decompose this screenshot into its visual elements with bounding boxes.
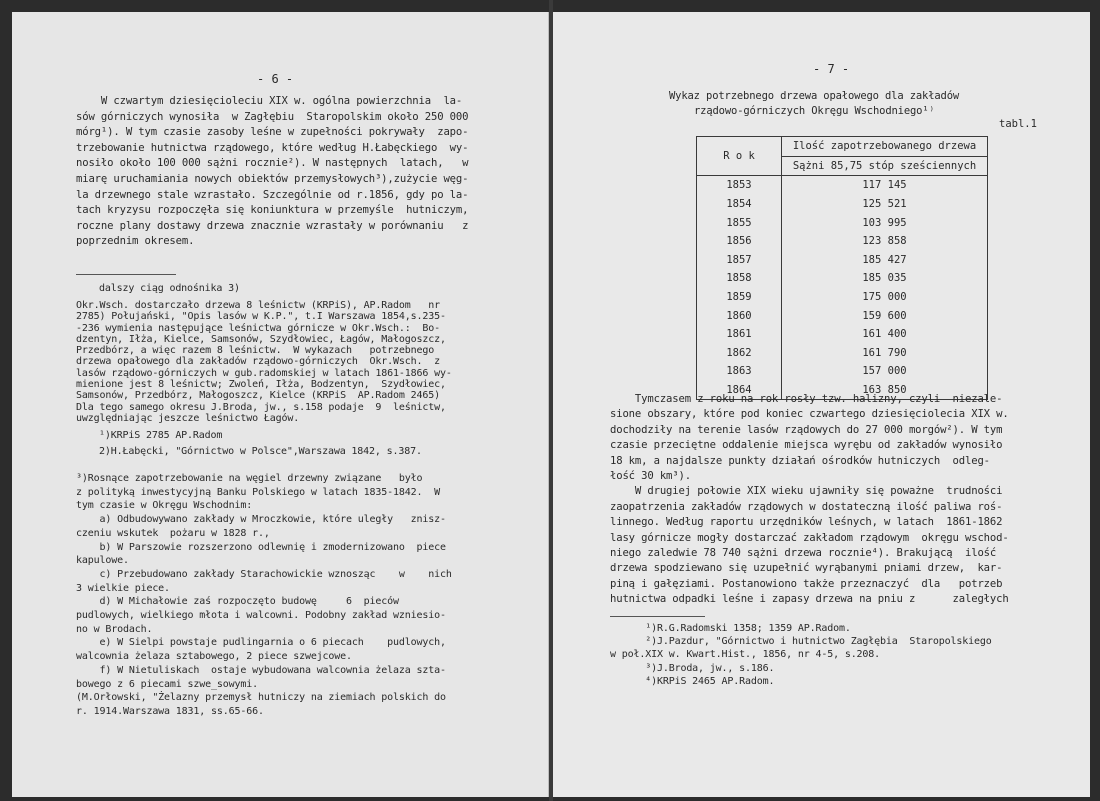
year-cell: 1858	[697, 269, 782, 288]
year-cell: 1863	[697, 362, 782, 381]
table-row	[697, 213, 988, 232]
firewood-demand-table	[696, 136, 988, 400]
footnote-3: ³)Rosnące zapotrzebowanie na węgiel drzewny związane było z polityką inwestycyjną Banku Polskiego w latach 1835-1842. W tym czasie w Okręgu Wschodnim: a) Odbudowywano zakłady w Mroczkowie, które uległy znisz- czeniu wskutek pożaru w 1828 r., b) W Parszowie rozszerzono odlewnię i zmodernizowano piece kapulowe. c) Przebudowano zakłady Starachowickie wznosząc w nich 3 wielkie piece. d) W Michałowie zaś rozpoczęto budowę 6 pieców pudlowych, wielkiego młota i walcowni. Podobny zakład wzniesio- no w Brodach. e) W Sielpi powstaje pudlingarnia o 6 piecach pudlowych, walcownia żelaza sztabowego, 2 piece szwejcowe. f) W Nietuliskach ostaje wybudowana walcownia żelaza szta- bowego z 6 piecami szwe_sowymi. (M.Orłowski, "Żelazny przemysł hutniczy na ziemiach polskich do r. 1914.Warszawa 1831, ss.65-66.	[76, 473, 452, 717]
year-cell: 1862	[697, 344, 782, 363]
table-row	[697, 269, 988, 288]
body-paragraph: Tymczasem z roku na rok rosły tzw. halizny, czyli niezale- sione obszary, które pod koniec czwartego dziesięciolecia XIX w. dochodziły na terenie lasów rządowych do 27 000 morgów²). W tym czasie przeciętne oddalenie miejsca wyrębu od zakładów wynosiło 18 km, a najdalsze punkty działań ośrodków hutniczych odleg- łość 30 km³). W drugiej połowie XIX wieku ujawniły się poważne trudności zaopatrzenia zakładów rządowych w dostateczną ilość paliwa roś- linnego. Według raportu urzędników leśnych, w latach 1861-1862 lasy górnicze mogły dostarczać zakładom rządowym okręgu wschod- niego zaledwie 78 740 sążni drzewa rocznie⁴). Brakującą ilość drzewa spodziewano się uzupełnić wyrąbanymi pniami drzew, kar- piną i gałęziami. Postanowiono także przeznaczyć dla potrzeb hutnictwa odpadki leśne i zapasy drzewa na pniu z zaległych	[610, 393, 1009, 606]
table-row	[697, 195, 988, 214]
year-cell: 1856	[697, 232, 782, 251]
table-label: tabl.1	[999, 118, 1037, 130]
demand-header: Ilość zapotrzebowanego drzewa	[782, 137, 988, 157]
table-row	[697, 362, 988, 381]
table-body	[697, 176, 988, 400]
year-cell: 1853	[697, 176, 782, 195]
body-paragraph: W czwartym dziesięcioleciu XIX w. ogólna powierzchnia la- sów górniczych wynosiła w Zagłębiu Staropolskim około 250 000 mórg¹). W tym czasie zasoby leśne w zupełności pokrywały zapo- trzebowanie hutnictwa rządowego, które według H.Łabęckiego wy- nosiło około 100 000 sążni rocznie²). W następnych latach, w miarę uruchamiania nowych obiektów przemysłowych³),zużycie węg- la drzewnego stale wzrastało. Szczególnie od r.1856, gdy po la- tach kryzysu rozpoczęła się koniunktura w przemyśle hutniczym, roczne plany dostawy drzewa znacznie wzrastały w porównaniu z poprzednim okresem.	[76, 95, 469, 248]
value-cell: 185 427	[782, 251, 988, 270]
footnote-continuation: Okr.Wsch. dostarczało drzewa 8 leśnictw (KRPiS), AP.Radom nr 2785) Połujański, "Opis lasów w K.P.", t.I Warszawa 1854,s.235- -236 wymienia następujące leśnictwa górnicze w Okr.Wsch.: Bo- dzentyn, Iłża, Kielce, Samsonów, Szydłowiec, Łagów, Małogoszcz, Przedbórz, a więc razem 8 leśnictw. W wykazach potrzebnego drzewa opałowego dla zakładów rządowo-górniczych Okr.Wsch. z lasów rządowo-górniczych w gub.radomskiej w latach 1861-1866 wy- mienione jest 8 leśnictw; Zwoleń, Iłża, Bodzentyn, Szydłowiec, Samsonów, Przedbórz, Małogoszcz, Kielce (KRPiS AP.Radom 2465) Dla tego samego okresu J.Broda, jw., s.158 podaje 9 leśnictw, uwzględniając jeszcze leśnictwo Łagów.	[76, 300, 452, 424]
right-page	[553, 12, 1090, 797]
table-row	[697, 306, 988, 325]
footnote-1: ¹)KRPiS 2785 AP.Radom	[99, 430, 223, 441]
year-cell: 1859	[697, 288, 782, 307]
value-cell: 161 400	[782, 325, 988, 344]
value-cell: 157 000	[782, 362, 988, 381]
table-row	[697, 325, 988, 344]
value-cell: 123 858	[782, 232, 988, 251]
year-cell: 1864	[697, 381, 782, 400]
year-cell: 1855	[697, 213, 782, 232]
page-number: - 7 -	[813, 62, 850, 76]
value-cell: 175 000	[782, 288, 988, 307]
table-row	[697, 232, 988, 251]
footnote-divider	[610, 616, 705, 617]
year-cell: 1860	[697, 306, 782, 325]
year-cell: 1857	[697, 251, 782, 270]
value-cell: 117 145	[782, 176, 988, 195]
footnotes: ¹)R.G.Radomski 1358; 1359 AP.Radom. ²)J.Pazdur, "Górnictwo i hutnictwo Zagłębia Staropolskiego w poł.XIX w. Kwart.Hist., 1856, nr 4-5, s.208. ³)J.Broda, jw., s.186. ⁴)KRPiS 2465 AP.Radom.	[610, 623, 992, 687]
value-cell: 163 850	[782, 381, 988, 400]
footnote-continuation-title: dalszy ciąg odnośnika 3)	[99, 283, 240, 294]
year-cell: 1861	[697, 325, 782, 344]
value-cell: 103 995	[782, 213, 988, 232]
footnote-2: 2)H.Łabęcki, "Górnictwo w Polsce",Warszawa 1842, s.387.	[99, 446, 422, 457]
page-number: - 6 -	[257, 72, 294, 86]
value-cell: 125 521	[782, 195, 988, 214]
left-page	[12, 12, 549, 797]
table-title-line-1: Wykaz potrzebnego drzewa opałowego dla zakładów	[669, 90, 960, 102]
table-row	[697, 176, 988, 195]
table-row	[697, 251, 988, 270]
value-cell: 159 600	[782, 306, 988, 325]
value-cell: 185 035	[782, 269, 988, 288]
table-title-line-2: rządowo-górniczych Okręgu Wschodniego¹⁾	[694, 105, 935, 117]
year-cell: 1854	[697, 195, 782, 214]
table-row	[697, 344, 988, 363]
footnote-divider	[76, 274, 176, 275]
value-cell: 161 790	[782, 344, 988, 363]
year-header: R o k	[697, 137, 782, 176]
unit-subheader: Sążni 85,75 stóp sześciennych	[782, 156, 988, 176]
table-row	[697, 288, 988, 307]
